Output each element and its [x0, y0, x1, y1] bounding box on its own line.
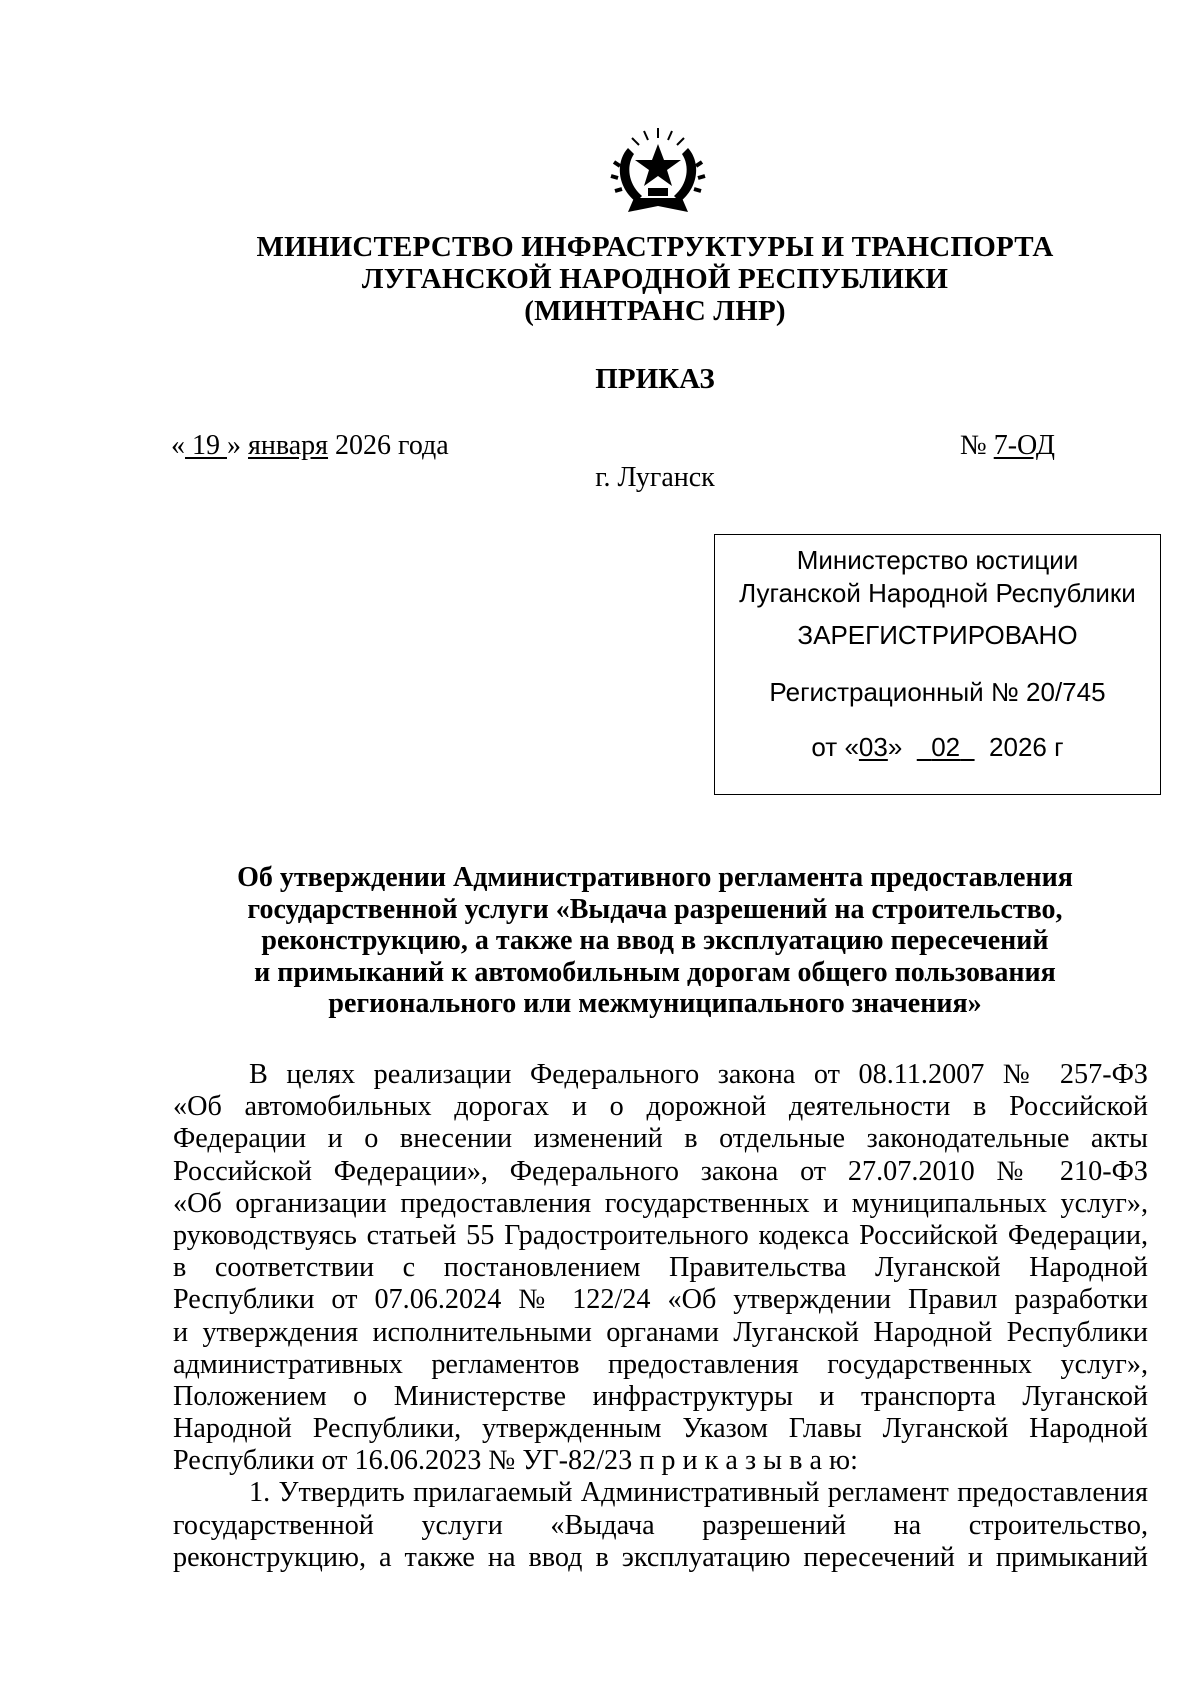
- order-number-value: 7-ОД: [993, 430, 1055, 461]
- title-line: реконструкцию, а также на ввод в эксплуатацию пересечений: [261, 925, 1049, 956]
- title-line: государственной услуги «Выдача разрешений на строительство,: [247, 893, 1063, 925]
- body-line: в соответствии с постановлением Правительства Луганской Народной: [173, 1252, 1148, 1284]
- order-body: [173, 1059, 1148, 1574]
- stamp-ministry-line-1: Министерство юстиции: [796, 545, 1079, 575]
- title-line: и примыканий к автомобильным дорогам общего пользования: [254, 956, 1056, 988]
- lnr-coat-of-arms-icon: [608, 126, 708, 216]
- body-line: реконструкцию, а также на ввод в эксплуатацию пересечений и примыканий: [173, 1541, 1148, 1573]
- body-line: административных регламентов предоставления государственных услуг»,: [173, 1348, 1148, 1380]
- order-date-day: 19: [192, 430, 220, 461]
- stamp-ministry-line-2: Луганской Народной Республики: [739, 578, 1136, 608]
- order-title: [150, 862, 1160, 1020]
- body-line: Положением о Министерстве инфраструктуры и транспорта Луганской: [173, 1380, 1148, 1412]
- ministry-name-line-2: ЛУГАНСКОЙ НАРОДНОЙ РЕСПУБЛИКИ: [361, 263, 949, 295]
- ministry-abbreviation: (МИНТРАНС ЛНР): [524, 295, 786, 327]
- body-line: государственной услуги «Выдача разрешений на строительство,: [173, 1509, 1148, 1541]
- body-line: Российской Федерации», Федерального закона от 27.07.2010 № 210-ФЗ: [173, 1155, 1148, 1187]
- body-line: Федерации и о внесении изменений в отдельные законодательные акты: [173, 1123, 1148, 1155]
- body-line: Республики от 07.06.2024 № 122/24 «Об утверждении Правил разработки: [173, 1284, 1148, 1316]
- order-date-year: 2026 года: [335, 430, 449, 461]
- body-line: руководствуясь статьей 55 Градостроительного кодекса Российской Федерации,: [173, 1219, 1148, 1251]
- document-type: ПРИКАЗ: [595, 363, 715, 395]
- title-line: Об утверждении Административного регламента предоставления: [237, 862, 1073, 893]
- order-date: « 19 » января 2026 года: [171, 430, 449, 461]
- title-line: регионального или межмуниципального значения»: [328, 988, 982, 1019]
- ministry-name-line-1: МИНИСТЕРСТВО ИНФРАСТРУКТУРЫ И ТРАНСПОРТА: [256, 231, 1054, 263]
- stamp-date: от «03» 02 2026 г: [811, 732, 1064, 762]
- city: г. Луганск: [595, 462, 715, 493]
- body-line: Республики от 16.06.2023 № УГ-82/23 п р и к а з ы в а ю:: [173, 1445, 858, 1477]
- body-line: и утверждения исполнительными органами Луганской Народной Республики: [173, 1316, 1148, 1348]
- registration-stamp: [714, 534, 1161, 795]
- body-line: «Об автомобильных дорогах и о дорожной деятельности в Российской: [173, 1091, 1148, 1123]
- body-line: «Об организации предоставления государственных и муниципальных услуг»,: [173, 1187, 1148, 1219]
- body-line: В целях реализации Федерального закона от 08.11.2007 № 257-ФЗ: [249, 1059, 1148, 1090]
- order-date-month: января: [248, 430, 329, 461]
- stamp-reg-number: Регистрационный № 20/745: [769, 677, 1106, 707]
- order-number: № 7-ОД: [960, 430, 1055, 461]
- body-line: Народной Республики, утвержденным Указом Главы Луганской Народной: [173, 1413, 1148, 1445]
- stamp-status: ЗАРЕГИСТРИРОВАНО: [797, 620, 1078, 650]
- body-line: 1. Утвердить прилагаемый Административный регламент предоставления: [249, 1477, 1148, 1509]
